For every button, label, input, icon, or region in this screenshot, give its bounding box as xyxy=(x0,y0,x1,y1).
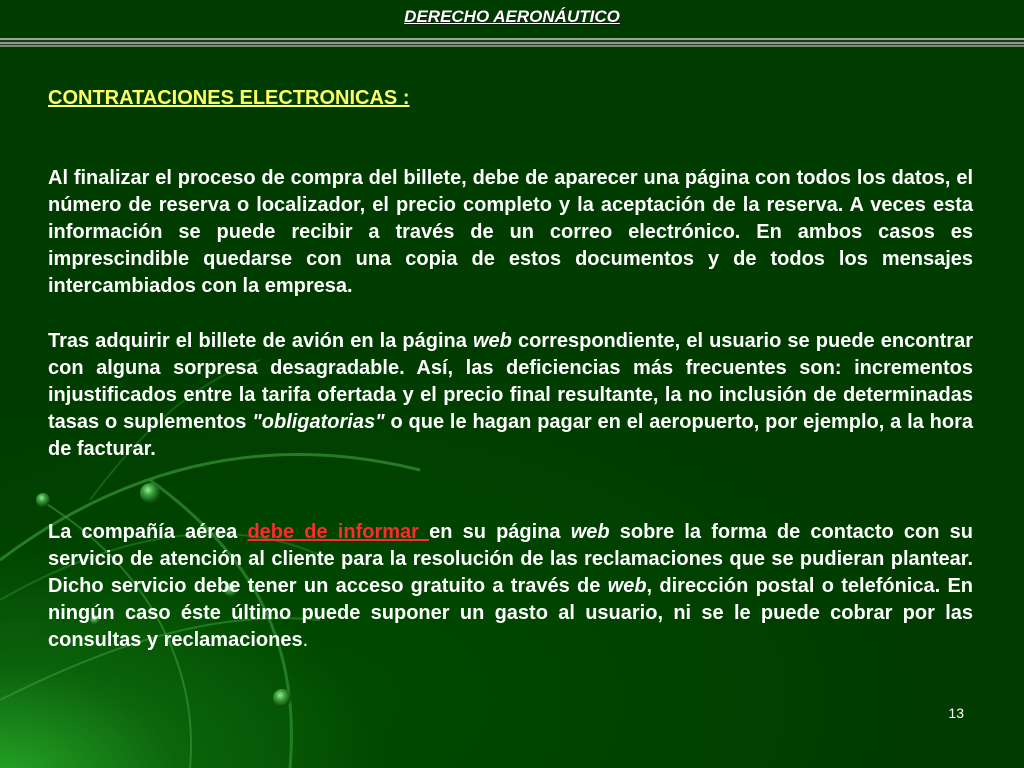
paragraph-unexpected-charges xyxy=(48,328,973,463)
paragraph-text: , dirección postal o telefónica. En ningún caso éste último puede suponer un gasto al usuario, ni se le puede cobrar por las consultas y reclamaciones xyxy=(48,575,973,651)
header-title: DERECHO AERONÁUTICO xyxy=(404,7,620,26)
page-number: 13 xyxy=(948,705,964,721)
orb-decoration xyxy=(273,689,291,707)
header-divider xyxy=(0,38,1024,47)
paragraph-text: correspondiente, el usuario se puede encontrar con alguna sorpresa desagradable. Así, las deficiencias más frecuentes son: incrementos injustificados entre la tarifa ofertada y el precio final resultante, la no inclusión de determinadas tasas o suplementos xyxy=(48,330,973,433)
italic-web: web xyxy=(472,330,512,352)
paragraph-text: en su página xyxy=(429,521,571,543)
paragraph-text: sobre la forma de contacto con su servicio de atención al cliente para la resolución de las reclamaciones que se pudieran plantear. Dicho servicio debe tener un acceso gratuito a través de xyxy=(48,521,973,597)
paragraph-period: . xyxy=(302,629,309,651)
paragraph-text: o que le hagan pagar en el aeropuerto, por ejemplo, a la hora de facturar. xyxy=(48,411,973,460)
italic-quoted-term: "obligatorias" xyxy=(252,411,385,433)
orb-decoration xyxy=(36,493,50,507)
paragraph-text: La compañía aérea xyxy=(48,521,248,543)
paragraph-customer-service xyxy=(48,519,973,654)
paragraph-purchase-confirmation: Al finalizar el proceso de compra del billete, debe de aparecer una página con todos los datos, el número de reserva o localizador, el precio completo y la aceptación de la reserva. A veces esta información se puede recibir a través de un correo electrónico. En ambos casos es imprescindible quedarse con una copia de estos documentos y de todos los mensajes intercambiados con la empresa. xyxy=(48,167,973,297)
highlighted-obligation: debe de informar xyxy=(247,521,430,543)
italic-web: web xyxy=(607,575,647,597)
italic-web: web xyxy=(570,521,610,543)
orb-decoration xyxy=(140,483,160,503)
paragraph-text: Tras adquirir el billete de avión en la página xyxy=(48,330,473,352)
section-heading: CONTRATACIONES ELECTRONICAS : xyxy=(48,87,410,109)
